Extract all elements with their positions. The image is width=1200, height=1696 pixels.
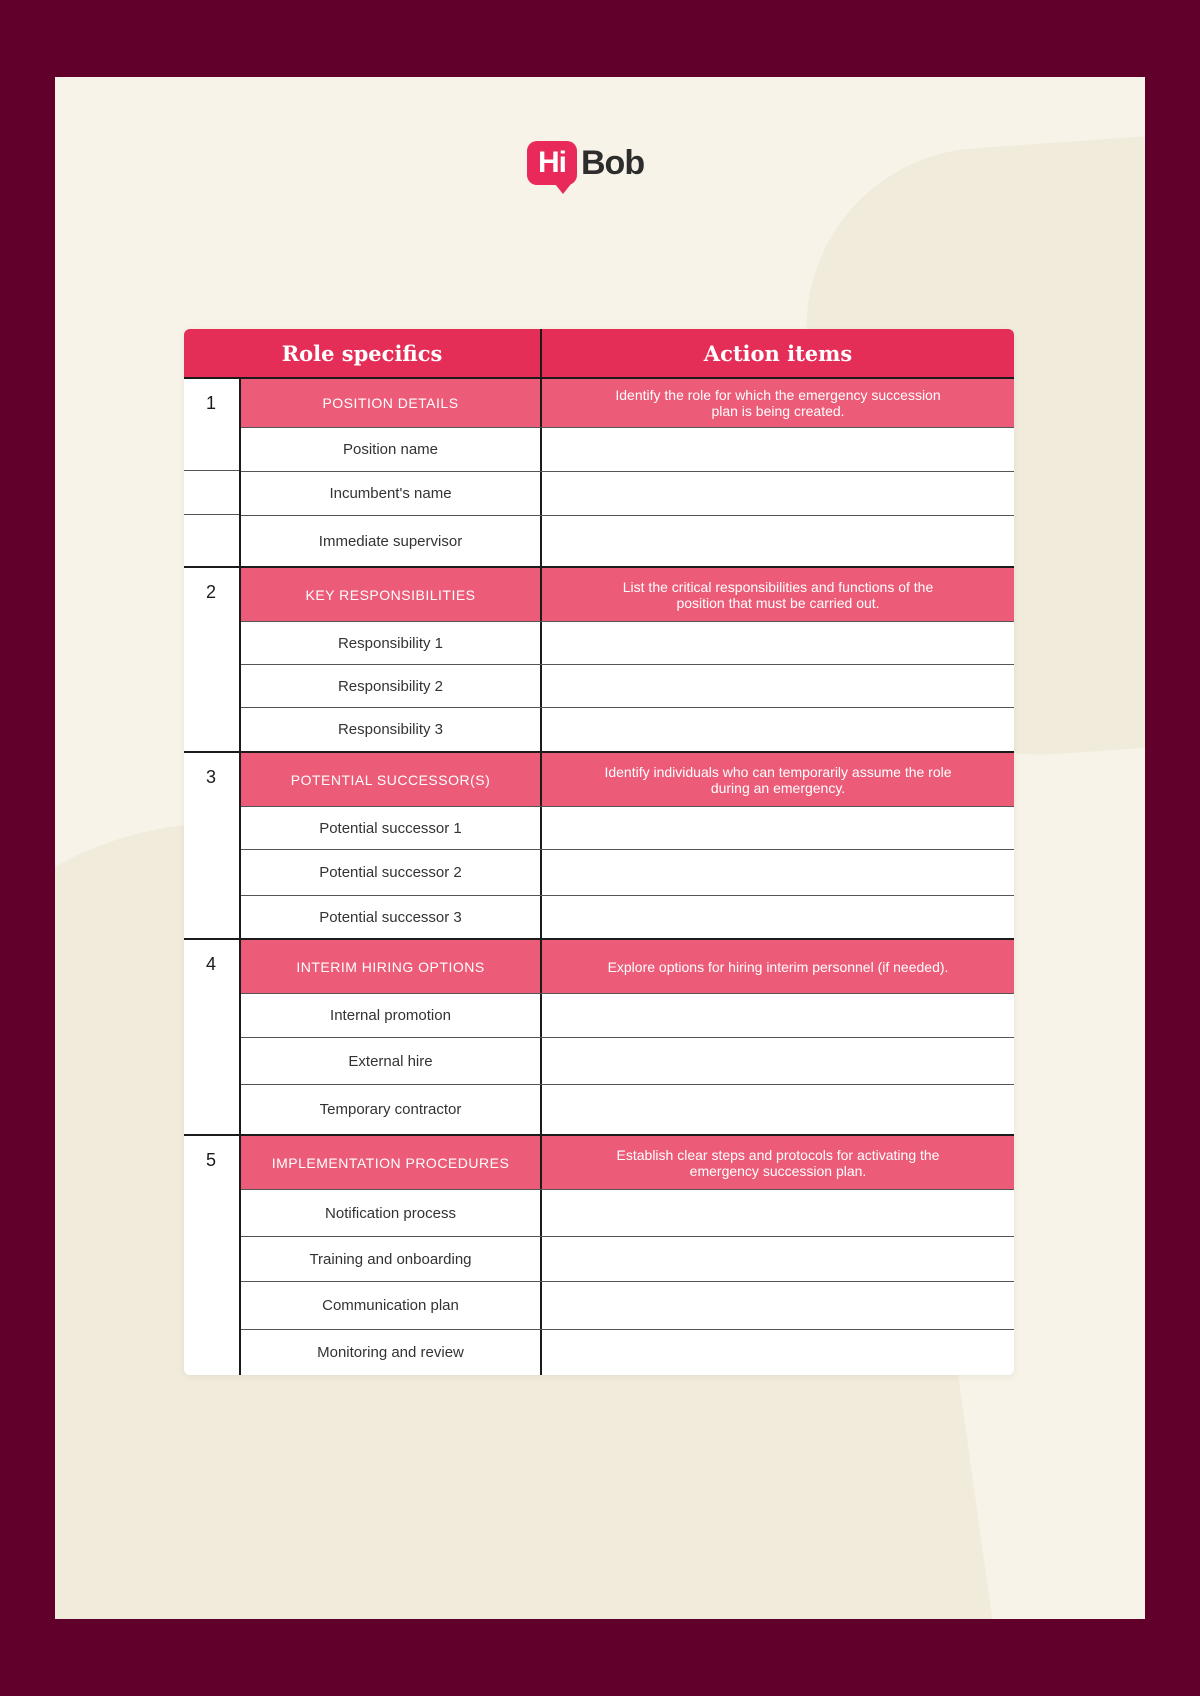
action-item-field[interactable] [540, 665, 1014, 707]
section-action-description: Explore options for hiring interim personnel (if needed). [540, 940, 1014, 993]
row-label: Position name [342, 441, 439, 458]
action-item-field[interactable] [540, 1330, 1014, 1375]
table-section-1 [184, 379, 1014, 566]
section-number: 1 [206, 393, 217, 413]
row-label: Potential successor 2 [319, 864, 462, 881]
table-row [241, 471, 1014, 515]
section-title: IMPLEMENTATION PROCEDURES [271, 1154, 510, 1171]
logo-hi-bubble [527, 141, 577, 185]
logo-hi-text: Hi [538, 146, 566, 179]
table-row [241, 1329, 1014, 1375]
action-item-field[interactable] [540, 1282, 1014, 1329]
row-label: Notification process [325, 1204, 456, 1222]
section-action-description: Identify individuals who can temporarily assume the role during an emergency. [540, 753, 1014, 806]
table-row [241, 1281, 1014, 1329]
section-body [241, 753, 1014, 938]
number-column-divider [184, 514, 239, 515]
row-label: Potential successor 3 [319, 908, 462, 926]
table-row [241, 806, 1014, 849]
table-row [241, 707, 1014, 751]
header-role-specifics: Role specifics [281, 340, 443, 366]
section-body [241, 568, 1014, 751]
row-label: Internal promotion [330, 1007, 451, 1024]
action-item-field[interactable] [540, 622, 1014, 664]
row-label: Incumbent's name [329, 485, 452, 502]
section-action-description: Establish clear steps and protocols for activating the emergency succession plan. [540, 1136, 1014, 1189]
action-item-field[interactable] [540, 516, 1014, 566]
action-item-field[interactable] [540, 1190, 1014, 1236]
row-label: Training and onboarding [309, 1250, 472, 1268]
table-section-5 [184, 1134, 1014, 1375]
table-row [241, 849, 1014, 895]
row-label: Immediate supervisor [318, 532, 463, 550]
section-number: 3 [206, 767, 217, 787]
section-number-cell [184, 379, 241, 566]
header-action-items: Action items [540, 329, 1014, 377]
section-action-description: Identify the role for which the emergency succession plan is being created. [540, 379, 1014, 427]
table-header [184, 329, 1014, 379]
section-header-row [241, 379, 1014, 427]
number-column-divider [184, 470, 239, 471]
action-item-field[interactable] [540, 994, 1014, 1037]
row-label: Potential successor 1 [319, 819, 462, 837]
table-row [241, 515, 1014, 566]
row-label: External hire [348, 1052, 433, 1070]
action-item-field[interactable] [540, 807, 1014, 849]
hibob-logo [527, 141, 644, 185]
logo-bob-text: Bob [581, 143, 645, 182]
table-row [241, 1189, 1014, 1236]
section-number: 4 [206, 954, 217, 974]
table-section-2 [184, 566, 1014, 751]
section-title: KEY RESPONSIBILITIES [305, 586, 476, 603]
table-row [241, 427, 1014, 471]
action-item-field[interactable] [540, 472, 1014, 515]
table-row [241, 1236, 1014, 1281]
section-body [241, 940, 1014, 1134]
action-item-field[interactable] [540, 850, 1014, 895]
action-item-field[interactable] [540, 1038, 1014, 1084]
row-label: Responsibility 2 [337, 677, 444, 695]
template-sheet [55, 77, 1145, 1619]
section-number-cell [184, 940, 241, 1134]
section-body [241, 1136, 1014, 1375]
section-title: INTERIM HIRING OPTIONS [296, 958, 485, 975]
section-number: 2 [206, 582, 217, 602]
table-row [241, 993, 1014, 1037]
action-item-field[interactable] [540, 1237, 1014, 1281]
section-number: 5 [206, 1150, 217, 1170]
succession-table [184, 329, 1014, 1375]
section-header-row [241, 940, 1014, 993]
row-label: Responsibility 1 [337, 634, 444, 652]
row-label: Temporary contractor [319, 1101, 462, 1118]
table-row [241, 1084, 1014, 1134]
action-item-field[interactable] [540, 708, 1014, 751]
section-body [241, 379, 1014, 566]
section-number-cell [184, 753, 241, 938]
table-sections [184, 379, 1014, 1375]
section-number-cell [184, 568, 241, 751]
table-section-3 [184, 751, 1014, 938]
table-row [241, 895, 1014, 938]
table-row [241, 664, 1014, 707]
section-action-description: List the critical responsibilities and functions of the position that must be carried out. [540, 568, 1014, 621]
section-header-row [241, 753, 1014, 806]
table-section-4 [184, 938, 1014, 1134]
section-header-row [241, 568, 1014, 621]
row-label: Communication plan [322, 1297, 459, 1314]
action-item-field[interactable] [540, 896, 1014, 938]
action-item-field[interactable] [540, 428, 1014, 471]
table-row [241, 1037, 1014, 1084]
row-label: Responsibility 3 [337, 721, 444, 738]
action-item-field[interactable] [540, 1085, 1014, 1134]
section-title: POTENTIAL SUCCESSOR(S) [290, 771, 491, 788]
section-title: POSITION DETAILS [322, 395, 459, 411]
section-header-row [241, 1136, 1014, 1189]
row-label: Monitoring and review [317, 1344, 464, 1361]
table-row [241, 621, 1014, 664]
section-number-cell [184, 1136, 241, 1375]
